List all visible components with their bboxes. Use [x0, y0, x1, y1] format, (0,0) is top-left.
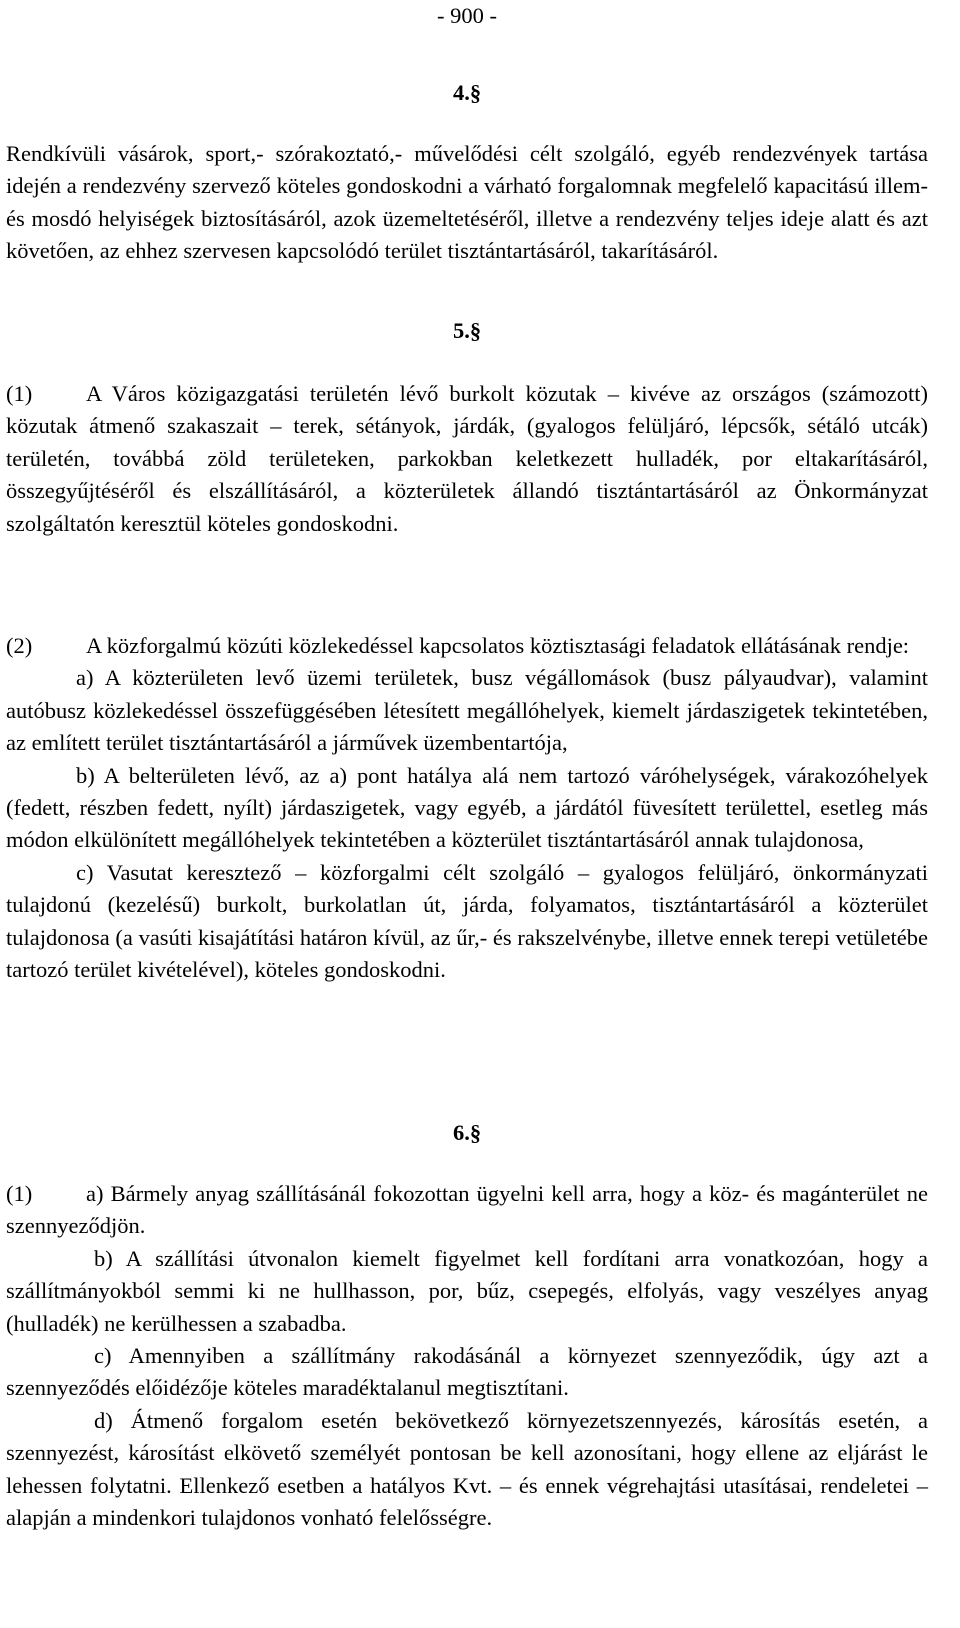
page-number: - 900 -	[437, 3, 497, 28]
point-d: d) Átmenő forgalom esetén bekövetkező környezetszennyezés, károsítás esetén, a szennyezést, károsítást elkövető személyét pontosan be kell azonosítani, hogy ellene az eljárást le lehessen folytatni. Ellenkező esetben a hatályos Kvt. – és ennek végrehajtási utasításai, rendeletei – alapján a mindenkori tulajdonos vonható felelősségre.	[6, 1407, 928, 1531]
section-4-body	[6, 138, 928, 268]
section-6-heading: 6.§	[452, 1120, 482, 1145]
point-b: b) A belterületen lévő, az a) pont hatálya alá nem tartozó váróhelységek, várakozóhelyek (fedett, részben fedett, nyílt) járdaszigetek, vagy egyéb, a járdától füvesített területtel, esetleg más módon elkülönített megállóhelyek tekintetében a közterület tisztántartásáról annak tulajdonosa,	[6, 762, 928, 853]
paragraph-text: A közforgalmú közúti közlekedéssel kapcsolatos köztisztasági feladatok ellátásának rendje:	[86, 633, 910, 658]
point-b: b) A szállítási útvonalon kiemelt figyelmet kell fordítani arra vonatkozóan, hogy a szállítmányokból semmi ki ne hullhasson, por, bűz, csepegés, elfolyás, vagy veszélyes anyag (hulladék) ne kerülhessen a szabadba.	[6, 1245, 928, 1336]
section-5-paragraph-1	[6, 378, 928, 540]
section-4-paragraph: Rendkívüli vásárok, sport,- szórakoztató,- művelődési célt szolgáló, egyéb rendezvények tartása idején a rendezvény szervező köteles gondoskodni a várható forgalomnak megfelelő kapacitású illem- és mosdó helyiségek biztosításáról, azok üzemeltetéséről, illetve a rendezvény teljes ideje alatt és azt követően, az ehhez szervesen kapcsolódó terület tisztántartásáról, takarításáról.	[6, 141, 928, 264]
point-c: c) Amennyiben a szállítmány rakodásánál a környezet szennyeződik, úgy azt a szennyeződés előidézője köteles maradéktalanul megtisztítani.	[6, 1343, 928, 1401]
paragraph-text: A Város közigazgatási területén lévő burkolt közutak – kivéve az országos (számozott) közutak átmenő szakaszait – terek, sétányok, járdák, (gyalogos felüljáró, lépcsők, sétáló utcák) területén, továbbá zöld területeken, parkokban keletkezett hulladék, por eltakarításáról, összegyűjtéséről és elszállításáról, a közterületek állandó tisztántartásáról az Önkormányzat szolgáltatón keresztül köteles gondoskodni.	[6, 381, 928, 536]
paragraph-number: (1)	[6, 381, 33, 406]
point-a: a) Bármely anyag szállításánál fokozottan ügyelni kell arra, hogy a köz- és magánterület ne szennyeződjön.	[6, 1181, 928, 1239]
paragraph-number: (1)	[6, 1181, 33, 1206]
section-6-paragraph-1	[6, 1178, 928, 1534]
point-c: c) Vasutat keresztező – közforgalmi célt szolgáló – gyalogos felüljáró, önkormányzati tulajdonú (kezelésű) burkolt, burkolatlan út, járda, folyamatos, tisztántartásáról a közterület tulajdonosa (a vasúti kisajátítási határon kívül, az űr,- és rakszelvénybe, illetve ennek terepi vetületébe tartozó terület kivételével), köteles gondoskodni.	[6, 859, 928, 983]
point-a: a) A közterületen levő üzemi területek, busz végállomások (busz pályaudvar), valamint autóbusz közlekedéssel összefüggésében létesített megállóhelyek, kiemelt járdaszigetek tekintetében, az említett terület tisztántartásáról a járművek üzembentartója,	[6, 665, 928, 756]
section-4-heading: 4.§	[452, 80, 482, 105]
section-5-paragraph-2	[6, 630, 928, 986]
section-5-heading: 5.§	[452, 318, 482, 343]
paragraph-number: (2)	[6, 633, 33, 658]
